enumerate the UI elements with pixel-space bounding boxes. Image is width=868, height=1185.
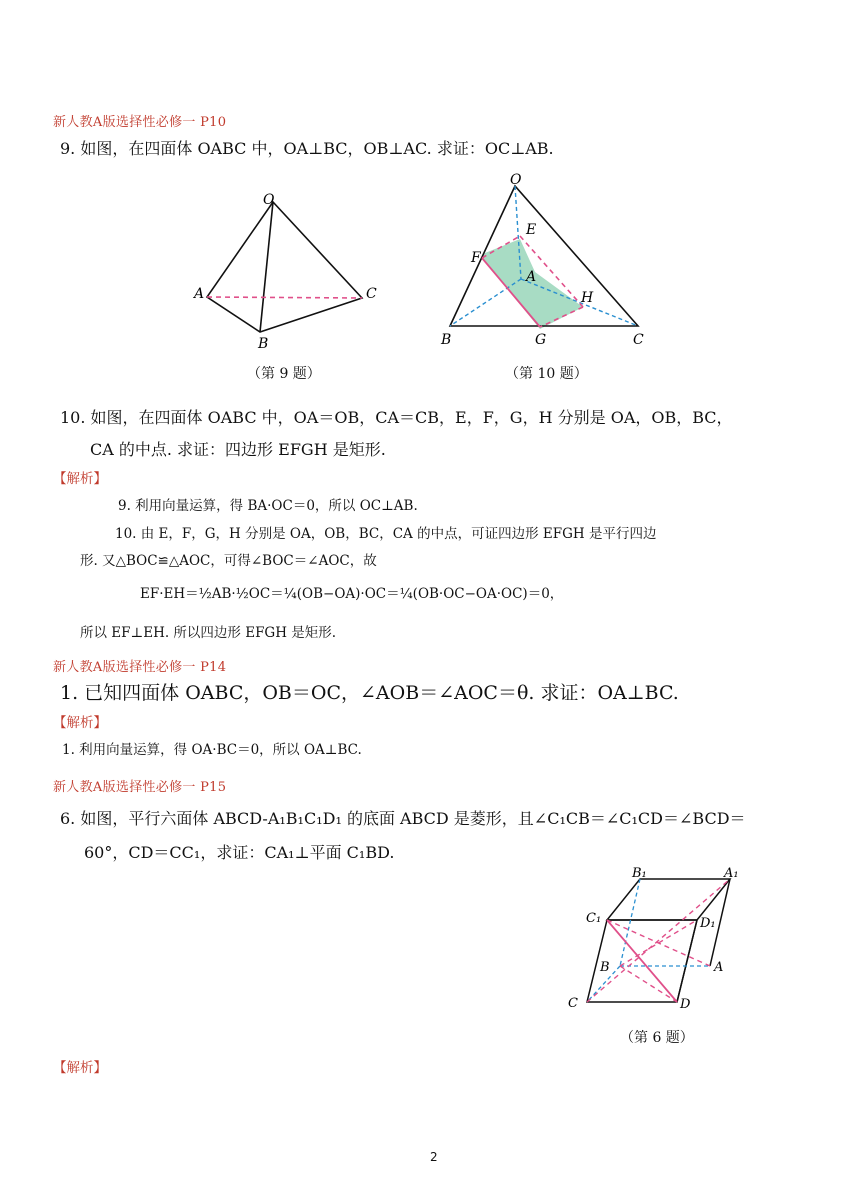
- solution-10-line-1: 10. 由 E，F，G，H 分别是 OA，OB，BC，CA 的中点，可证四边形 EFGH 是平行四边: [115, 526, 657, 542]
- figure-10-caption: （第 10 题）: [505, 366, 588, 382]
- solution-10-line-2: 形. 又△BOC≌△AOC，可得∠BOC＝∠AOC，故: [80, 553, 377, 569]
- solution-10-line-3: EF·EH＝½AB·½OC＝¼(OB−OA)·OC＝¼(OB·OC−OA·OC)＝0，: [140, 586, 564, 602]
- solution-1: 1. 利用向量运算，得 OA·BC＝0，所以 OA⊥BC.: [62, 742, 362, 758]
- fig6-label-C1: C₁: [586, 911, 602, 926]
- problem-10-line-2: CA 的中点. 求证：四边形 EFGH 是矩形.: [90, 440, 386, 459]
- fig9-label-A: A: [194, 286, 205, 302]
- solution-10-line-4: 所以 EF⊥EH. 所以四边形 EFGH 是矩形.: [80, 625, 337, 641]
- fig6-label-B1: B₁: [632, 866, 647, 881]
- figure-6-caption: （第 6 题）: [620, 1030, 694, 1046]
- problem-1: 1. 已知四面体 OABC，OB＝OC，∠AOB＝∠AOC＝θ. 求证：OA⊥BC.: [60, 682, 679, 704]
- fig6-label-C: C: [568, 996, 578, 1011]
- fig6-label-A: A: [714, 960, 724, 975]
- fig9-label-B: B: [258, 336, 269, 352]
- fig10-label-A: A: [526, 269, 537, 285]
- source-reference: 新人教A版选择性必修一 P10: [53, 115, 227, 130]
- figure-6-parallelepiped: [560, 865, 760, 1025]
- fig10-label-F: F: [471, 250, 481, 266]
- source-reference: 新人教A版选择性必修一 P14: [53, 660, 227, 675]
- fig10-label-C: C: [633, 332, 644, 348]
- problem-6-line-1: 6. 如图，平行六面体 ABCD-A₁B₁C₁D₁ 的底面 ABCD 是菱形，且∠C₁CB＝∠C₁CD＝∠BCD＝: [60, 809, 746, 828]
- fig6-label-A1: A₁: [724, 866, 739, 881]
- solution-tag: 【解析】: [53, 471, 107, 487]
- fig10-label-G: G: [535, 332, 547, 348]
- figure-9-caption: （第 9 题）: [247, 366, 321, 382]
- problem-10-line-1: 10. 如图，在四面体 OABC 中，OA＝OB，CA＝CB，E，F，G，H 分别是 OA，OB，BC，: [60, 408, 733, 427]
- figure-9-tetrahedron: [180, 180, 390, 380]
- fig6-label-D: D: [680, 997, 691, 1012]
- page-number: 2: [430, 1150, 438, 1164]
- fig10-label-H: H: [581, 290, 594, 306]
- fig6-label-D1: D₁: [700, 916, 716, 931]
- solution-tag: 【解析】: [53, 715, 107, 731]
- fig9-label-C: C: [366, 286, 377, 302]
- fig10-label-O: O: [510, 172, 522, 188]
- problem-9: 9. 如图，在四面体 OABC 中，OA⊥BC，OB⊥AC. 求证：OC⊥AB.: [60, 139, 554, 158]
- fig6-label-B: B: [600, 960, 610, 975]
- solution-tag: 【解析】: [53, 1060, 107, 1076]
- fig10-label-B: B: [441, 332, 452, 348]
- problem-6-line-2: 60°，CD＝CC₁，求证：CA₁⊥平面 C₁BD.: [84, 843, 395, 862]
- solution-9: 9. 利用向量运算，得 BA·OC＝0，所以 OC⊥AB.: [118, 498, 418, 514]
- fig10-label-E: E: [526, 222, 537, 238]
- figure-10-tetrahedron: [435, 168, 655, 356]
- fig9-label-O: O: [263, 192, 275, 208]
- source-reference: 新人教A版选择性必修一 P15: [53, 780, 227, 795]
